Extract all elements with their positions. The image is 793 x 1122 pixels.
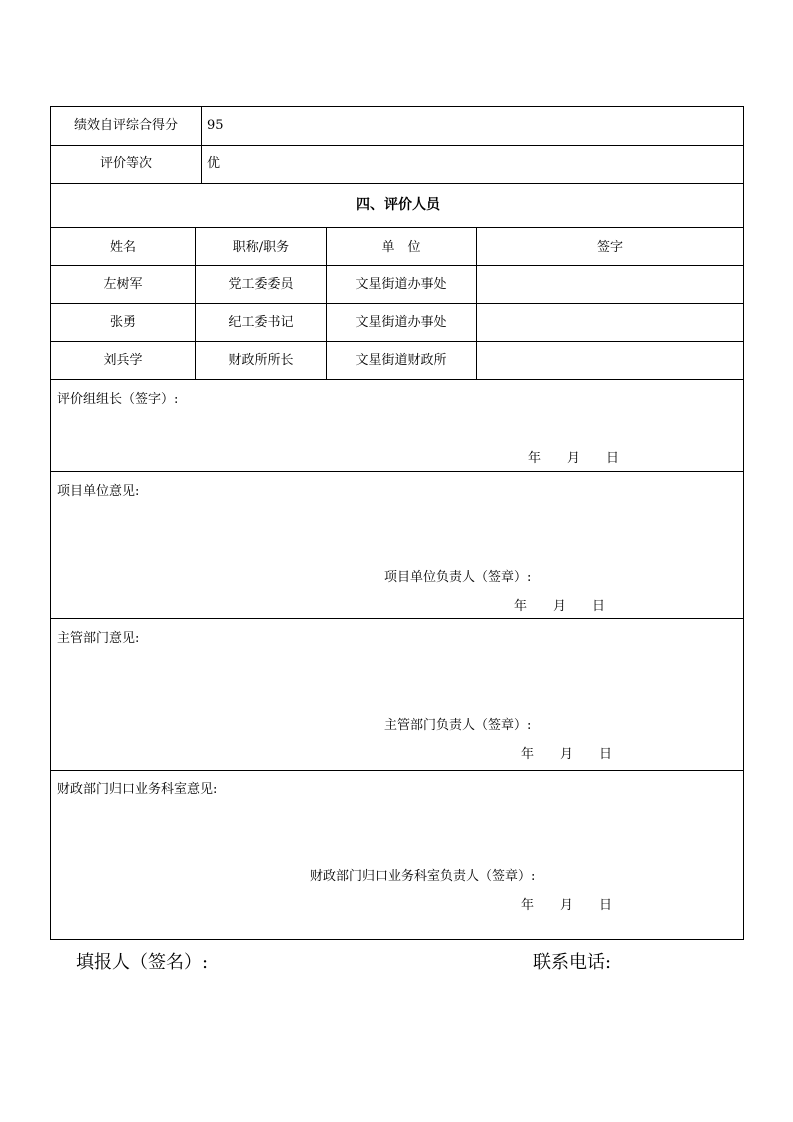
header-name: 姓名 — [109, 240, 137, 255]
score-value: 95 — [207, 118, 224, 133]
leader-signature-label: 评价组组长（签字）: — [57, 392, 179, 407]
contact-phone-label: 联系电话: — [533, 952, 612, 973]
evaluator-title: 党工委委员 — [228, 277, 294, 292]
competent-dept-signer: 主管部门负责人（签章）: — [384, 718, 532, 733]
column-divider — [476, 227, 477, 379]
row-divider — [51, 379, 743, 380]
header-signature: 签字 — [596, 240, 624, 255]
row-divider — [51, 227, 743, 228]
row-divider — [51, 471, 743, 472]
evaluator-name: 张勇 — [109, 315, 137, 330]
row-divider — [51, 341, 743, 342]
competent-dept-opinion-label: 主管部门意见: — [57, 631, 140, 646]
column-divider — [195, 227, 196, 379]
finance-dept-date: 年 月 日 — [521, 898, 613, 913]
project-unit-signer: 项目单位负责人（签章）: — [384, 570, 532, 585]
evaluator-title: 财政所所长 — [228, 353, 294, 368]
evaluator-unit: 文星街道办事处 — [355, 277, 447, 292]
row-divider — [51, 303, 743, 304]
column-divider — [326, 227, 327, 379]
column-divider — [201, 107, 202, 183]
row-divider — [51, 265, 743, 266]
evaluator-unit: 文星街道财政所 — [355, 353, 447, 368]
evaluator-title: 纪工委书记 — [228, 315, 294, 330]
grade-label: 评价等次 — [99, 156, 153, 171]
evaluator-unit: 文星街道办事处 — [355, 315, 447, 330]
score-label: 绩效自评综合得分 — [73, 118, 179, 133]
evaluation-form — [50, 106, 744, 940]
header-title: 职称/职务 — [232, 240, 290, 255]
row-divider — [51, 145, 743, 146]
row-divider — [51, 770, 743, 771]
section-title: 四、评价人员 — [356, 197, 440, 213]
competent-dept-date: 年 月 日 — [521, 747, 613, 762]
evaluator-name: 刘兵学 — [103, 353, 143, 368]
evaluator-name: 左树军 — [103, 277, 143, 292]
header-unit: 单 位 — [381, 240, 421, 255]
grade-value: 优 — [207, 156, 221, 171]
finance-dept-signer: 财政部门归口业务科室负责人（签章）: — [310, 869, 536, 884]
project-unit-opinion-label: 项目单位意见: — [57, 484, 140, 499]
filler-signature-label: 填报人（签名）: — [76, 952, 209, 973]
project-unit-date: 年 月 日 — [514, 599, 606, 614]
row-divider — [51, 618, 743, 619]
row-divider — [51, 183, 743, 184]
leader-date: 年 月 日 — [528, 451, 620, 466]
finance-dept-opinion-label: 财政部门归口业务科室意见: — [57, 782, 218, 797]
